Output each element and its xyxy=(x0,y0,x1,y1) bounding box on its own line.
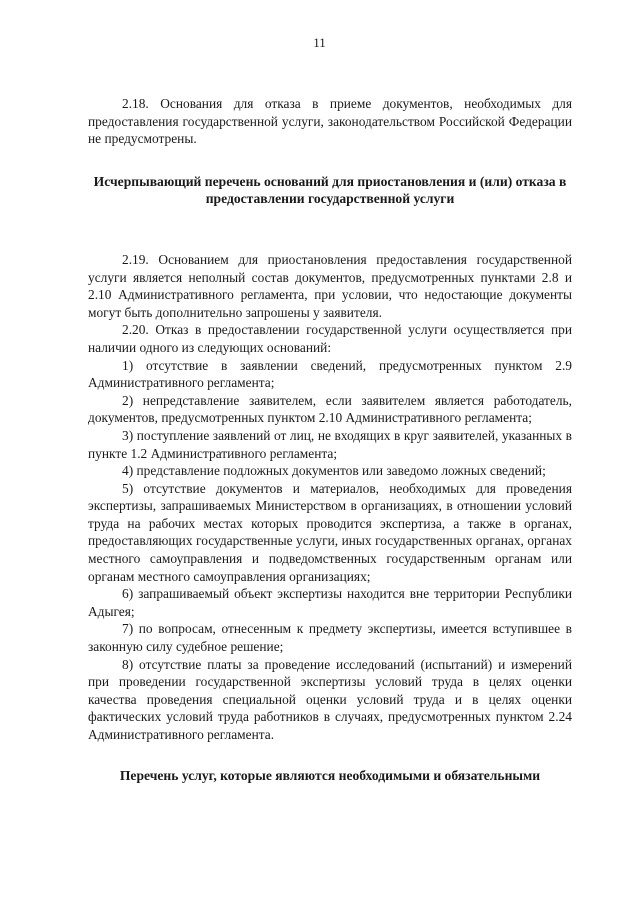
list-item-reason-4: 4) представление подложных документов или заведомо ложных сведений; xyxy=(122,463,546,479)
page-number: 11 xyxy=(313,35,326,50)
list-item-reason-5: 5) отсутствие документов и материалов, необходимых для проведения экспертизы, запрашиваемых Министерством в организациях, в отношении условий труда на рабочих местах которых проводится экспертиза, а также в органах, предоставляющих государственные услуги, иных государственных органах, органах местного самоуправления и подведомственных государственным органам или органам местного самоуправления организациях; xyxy=(88,480,572,584)
paragraph-2-20: 2.20. Отказ в предоставлении государственной услуги осуществляется при наличии одного из следующих оснований: xyxy=(88,322,572,355)
list-item-reason-1: 1) отсутствие в заявлении сведений, предусмотренных пунктом 2.9 Административного регламента; xyxy=(88,357,572,391)
list-item-reason-7: 7) по вопросам, отнесенным к предмету экспертизы, имеется вступившее в законную силу судебное решение; xyxy=(88,621,572,655)
section-heading-services: Перечень услуг, которые являются необходимыми и обязательными xyxy=(119,767,541,783)
list-item-reason-8: 8) отсутствие платы за проведение исследований (испытаний) и измерений при проведении государственной экспертизы условий труда в целях оценки качества проведения специальной оценки условий труда и в целях оценки фактических условий труда работников в случаях, предусмотренных пунктом 2.24 Административного регламента. xyxy=(88,656,572,742)
paragraph-2-18: 2.18. Основания для отказа в приеме документов, необходимых для предоставления государственной услуги, законодательством Российской Федерации не предусмотрены. xyxy=(88,96,572,147)
paragraph-2-19: 2.19. Основанием для приостановления предоставления государственной услуги является неполный состав документов, предусмотренных пунктами 2.8 и 2.10 Административного регламента, при условии, что недостающие документы могут быть дополнительно запрошены у заявителя. xyxy=(88,251,572,320)
list-item-reason-3: 3) поступление заявлений от лиц, не входящих в круг заявителей, указанных в пункте 1.2 Административного регламента; xyxy=(88,427,572,461)
document-body xyxy=(88,95,572,784)
section-heading-grounds: Исчерпывающий перечень оснований для приостановления и (или) отказа в предоставлении государственной услуги xyxy=(93,173,567,207)
list-item-reason-2: 2) непредставление заявителем, если заявителем является работодатель, документов, предусмотренных пунктом 2.10 Административного регламента; xyxy=(88,392,572,426)
list-item-reason-6: 6) запрашиваемый объект экспертизы находится вне территории Республики Адыгея; xyxy=(88,586,572,619)
